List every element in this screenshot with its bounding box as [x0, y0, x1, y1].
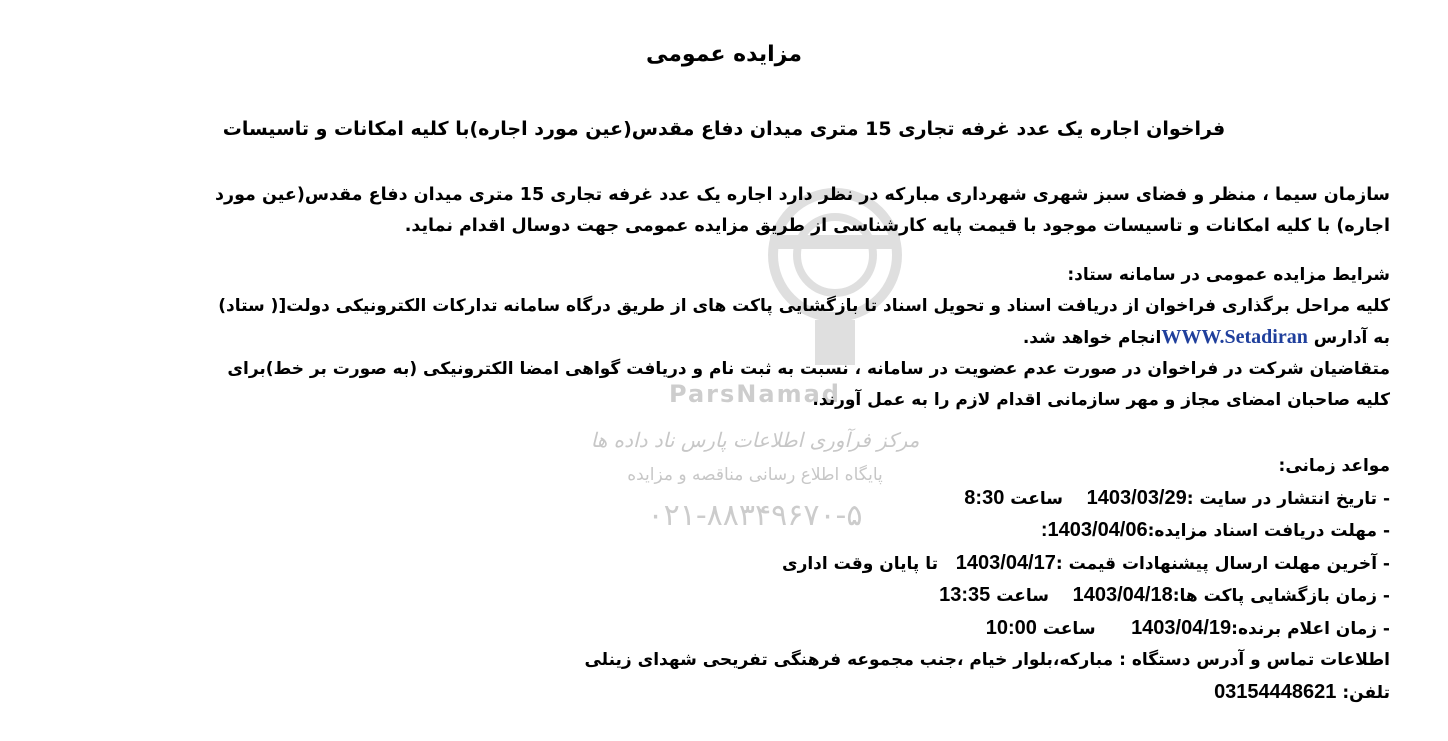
announcement-subtitle: فراخوان اجاره یک عدد غرفه تجاری 15 متری میدان دفاع مقدس(عین مورد اجاره)با کلیه امکانات و تاسیسات [222, 118, 1226, 140]
intro-line: سازمان سیما ، منظر و فضای سبز شهری شهرداری مبارکه در نظر دارد اجاره یک عدد غرفه تجاری 15 متری میدان دفاع مقدس(عین مورد [215, 185, 1390, 205]
schedule-label: - زمان بازگشایی پاکت ها: [1172, 586, 1390, 606]
schedule-time: 13:35 [939, 584, 991, 606]
watermark-brand: ParsNamad [669, 380, 841, 408]
schedule-item [70, 548, 1390, 581]
schedule-label: - مهلت دریافت اسناد مزایده: [1147, 521, 1390, 541]
schedule-date: 1403/04/19 [1131, 616, 1232, 639]
time-label: ساعت [1042, 618, 1096, 639]
conditions-line: کلیه مراحل برگذاری فراخوان از دریافت اسناد و تحویل اسناد تا بازگشایی پاکت های از طریق درگاه سامانه تدارکات الکترونیکی دولت[( ستاد) [218, 296, 1390, 316]
time-label: ساعت [1010, 488, 1063, 509]
schedule-label: - تاریخ انتشار در سایت : [1186, 488, 1390, 509]
schedule-item [70, 580, 1390, 613]
page-title: مزایده عمومی [646, 42, 802, 67]
schedule-item [70, 515, 1390, 548]
address-suffix: انجام خواهد شد. [1022, 328, 1162, 348]
schedule-time: 8:30 [964, 486, 1005, 509]
conditions-section [70, 260, 1390, 416]
phone-label: تلفن: [1342, 682, 1390, 703]
deadline-note: تا پایان وقت اداری [781, 553, 938, 574]
address-prefix: به آدارس [1313, 328, 1390, 348]
time-label: ساعت [996, 586, 1049, 606]
watermark-line: پایگاه اطلاع رسانی مناقصه و مزایده [627, 465, 883, 485]
schedule-label: - زمان اعلام برنده: [1231, 618, 1390, 639]
schedule-date: 1403/04/06: [1040, 519, 1148, 541]
contact-info: اطلاعات تماس و آدرس دستگاه : مبارکه،بلوار خیام ،جنب مجموعه فرهنگی تفریحی شهدای زینلی [584, 650, 1390, 670]
conditions-line: متقاضیان شرکت در فراخوان در صورت عدم عضویت در سامانه ، نسبت به ثبت نام و دریافت گواهی امضا الکترونیکی (به صورت بر خط)برای [227, 359, 1390, 379]
schedule-item [70, 483, 1390, 516]
schedule-date: 1403/04/17 [955, 551, 1056, 574]
intro-paragraph [70, 180, 1390, 242]
schedule-date: 1403/03/29 [1086, 486, 1187, 509]
conditions-heading: شرایط مزایده عمومی در سامانه ستاد: [1067, 265, 1390, 285]
intro-line: اجاره) با کلیه امکانات و تاسیسات موجود با قیمت پایه کارشناسی از طریق مزایده عمومی جهت دوسال اقدام نماید. [404, 216, 1390, 236]
schedule-date: 1403/04/18 [1072, 584, 1173, 606]
setadiran-link[interactable]: WWW.Setadiran [1161, 326, 1308, 348]
schedule-section [70, 451, 1390, 709]
schedule-heading: مواعد زمانی: [1278, 456, 1390, 476]
phone-line [70, 677, 1390, 710]
schedule-time: 10:00 [985, 616, 1037, 639]
watermark-phone: ۰۲۱-۸۸۳۴۹۶۷۰-۵ [647, 498, 863, 533]
conditions-line [70, 322, 1390, 354]
phone-number: 03154448621 [1214, 680, 1337, 703]
conditions-line: کلیه صاحبان امضای مجاز و مهر سازمانی اقدام لازم را به عمل آورند. [812, 390, 1390, 410]
watermark-line: مرکز فرآوری اطلاعات پارس ناد داده ها [590, 428, 920, 452]
schedule-label: - آخرین مهلت ارسال پیشنهادات قیمت : [1055, 553, 1390, 574]
schedule-item [70, 613, 1390, 646]
